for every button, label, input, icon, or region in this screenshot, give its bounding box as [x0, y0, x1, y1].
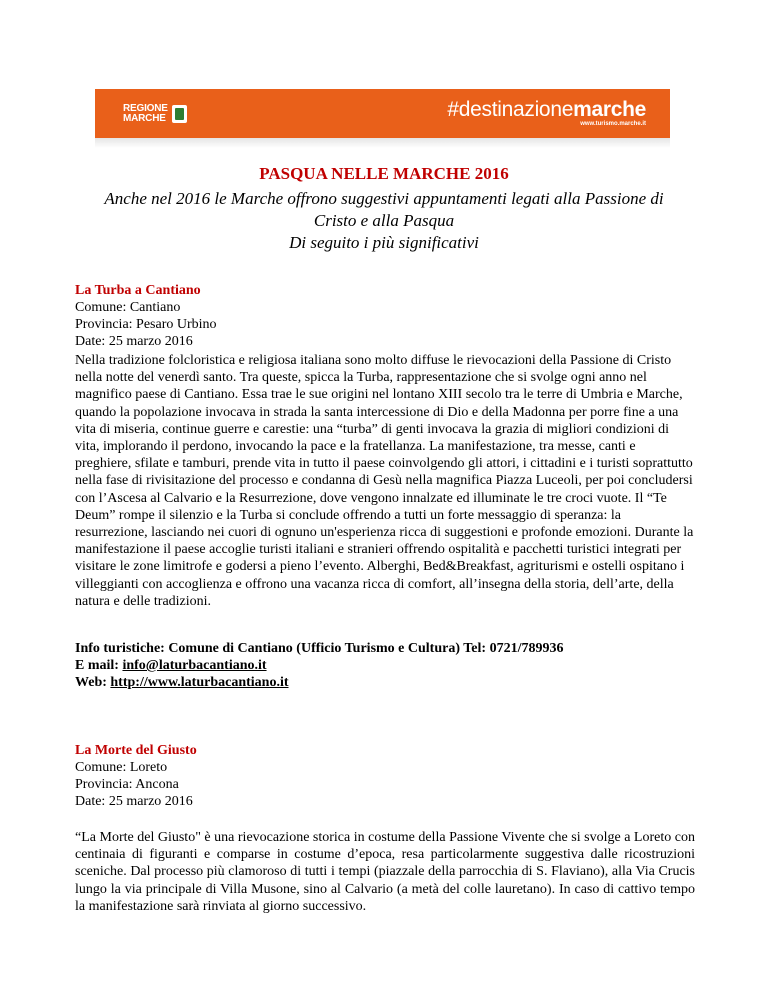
- logo-line-2: MARCHE: [123, 112, 166, 124]
- event-2-provincia: Provincia: Ancona: [75, 777, 179, 792]
- banner-url: www.turismo.marche.it: [580, 121, 646, 127]
- subtitle-line-3: Di seguito i più significativi: [289, 233, 479, 252]
- logo-line-1: REGIONE: [123, 102, 168, 114]
- destinazione-marche-brand: [447, 99, 646, 128]
- event-2-name: La Morte del Giusto: [75, 743, 197, 758]
- subtitle-line-1: Anche nel 2016 le Marche offrono suggestivi appuntamenti legati alla Passione di: [104, 189, 664, 208]
- event-1-date: Date: 25 marzo 2016: [75, 334, 193, 349]
- event-2-header: [75, 742, 695, 810]
- event-1-info: [75, 640, 695, 691]
- subtitle-line-2: Cristo e alla Pasqua: [313, 211, 455, 230]
- event-1-name: La Turba a Cantiano: [75, 283, 201, 298]
- event-2-description: “La Morte del Giusto" è una rievocazione storica in costume della Passione Vivente che si svolge a Loreto con centinaia di figuranti e comparse in costume d’epoca, resa particolarmente suggestiva dalle ricostruzioni sceniche. Dal processo più clamoroso di tutti i tempi (piazzale della parrocchia di S. Flaviano), alla Via Crucis lungo la via principale di Villa Musone, sino al Calvario (a metà del colle lauretano). In caso di cattivo tempo la manifestazione sarà rinviata al giorno successivo.: [75, 830, 695, 914]
- page-title: PASQUA NELLE MARCHE 2016: [259, 164, 509, 183]
- event-1-header: [75, 282, 695, 350]
- event-1-comune: Comune: Cantiano: [75, 300, 181, 315]
- event-2-date: Date: 25 marzo 2016: [75, 794, 193, 809]
- banner-shadow: [95, 138, 670, 148]
- email-label: E mail:: [75, 658, 123, 673]
- hashtag-bold: marche: [573, 98, 646, 121]
- event-1-info-line: Info turistiche: Comune di Cantiano (Ufficio Turismo e Cultura) Tel: 0721/789936: [75, 641, 564, 656]
- event-1-provincia: Provincia: Pesaro Urbino: [75, 317, 217, 332]
- hashtag-prefix: #destinazione: [447, 98, 574, 121]
- email-link[interactable]: info@laturbacantiano.it: [122, 658, 267, 673]
- web-link[interactable]: http://www.laturbacantiano.it: [110, 675, 289, 690]
- regione-emblem-icon: [172, 105, 187, 123]
- web-label: Web:: [75, 675, 111, 690]
- page-subtitle: [60, 188, 708, 254]
- header-banner: [95, 89, 670, 138]
- regione-marche-logo: [123, 104, 187, 124]
- event-2-comune: Comune: Loreto: [75, 760, 168, 775]
- event-1-description: Nella tradizione folcloristica e religiosa italiana sono molto diffuse le rievocazioni della Passione di Cristo nella notte del venerdì santo. Tra queste, spicca la Turba, rappresentazione che si svolge ogni anno nel magnifico paese di Cantiano. Essa trae le sue origini nel lontano XIII secolo tra le terre di Umbria e Marche, quando la popolazione invocava in strada la santa intercessione di Dio e della Madonna per porre fine a una vita di miseria, continue guerre e carestie: una “turba” di genti invocava la grazia di migliori condizioni di vita, implorando il perdono, invocando la pace e la fratellanza. La manifestazione, tra messe, canti e preghiere, sfilate e tamburi, prende vita in tutto il paese coinvolgendo gli attori, i cittadini e i turisti soprattutto nella fase di rivisitazione del processo e condanna di Gesù nella magnifica Piazza Luceoli, per poi concludersi con l’Ascesa al Calvario e la Resurrezione, dove vengono innalzate ed illuminate le tre croci vuote. Il “Te Deum” rompe il silenzio e la Turba si conclude offrendo a tutti un forte messaggio di speranza: la resurrezione, lasciando nei cuori di ognuno un'esperienza ricca di suggestioni e profonde emozioni. Durante la manifestazione il paese accoglie turisti italiani e stranieri offrendo ospitalità e pacchetti turistici integrati per visitare le zone limitrofe e godersi a pieno l’evento. Alberghi, Bed&Breakfast, agriturismi e ostelli ospitano i villeggianti con accoglienza e offrono una vacanza ricca di comfort, all’insegna della storia, dell’arte, della natura e delle tradizioni.: [75, 353, 694, 609]
